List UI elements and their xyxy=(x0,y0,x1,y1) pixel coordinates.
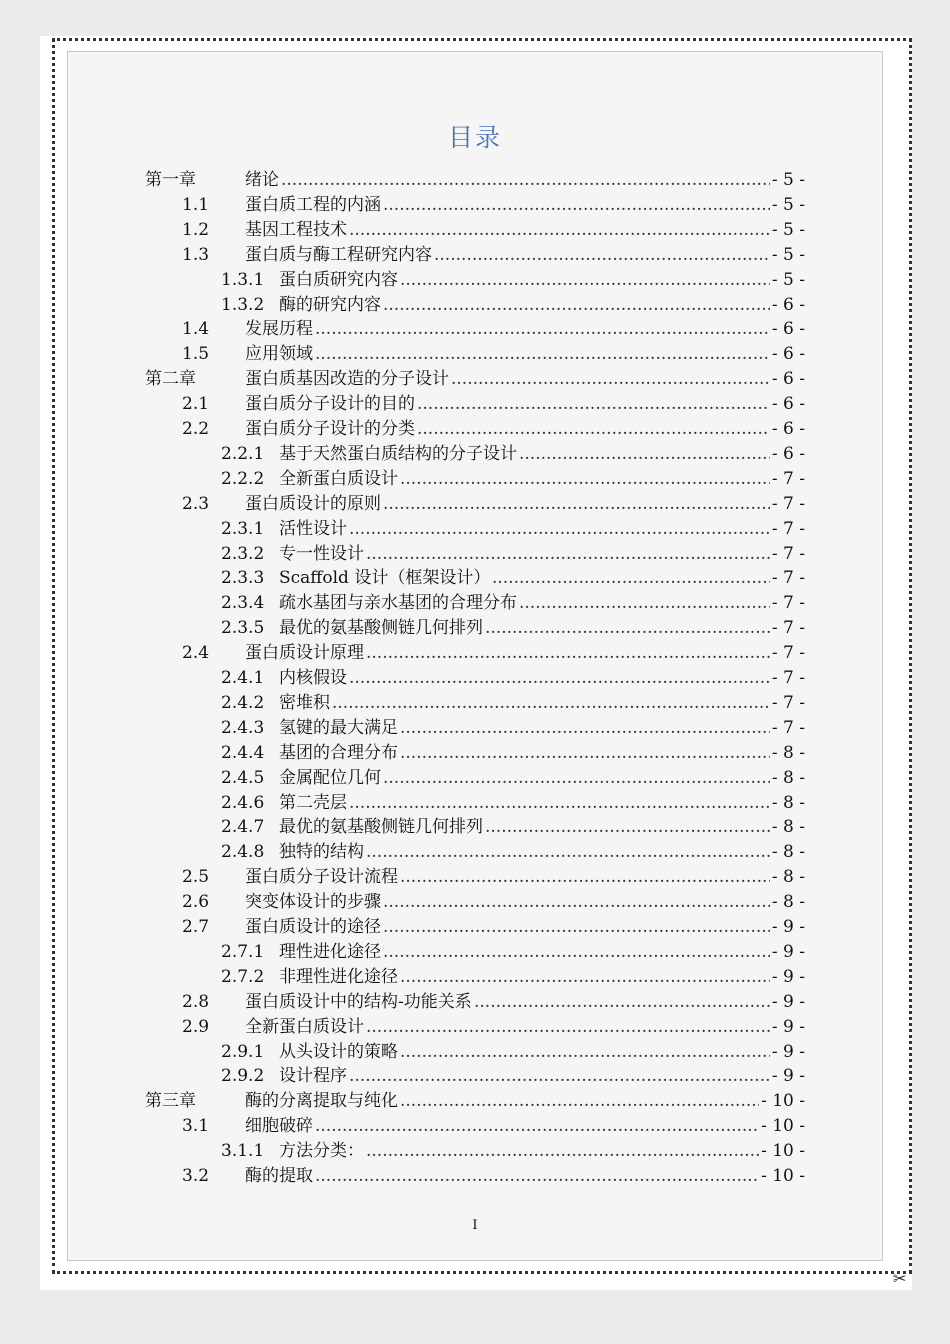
toc-entry[interactable] xyxy=(0,367,950,392)
toc-entry-number: 2.7 xyxy=(182,917,210,937)
toc-entry-page: - 9 - xyxy=(771,941,805,962)
toc-entry-title: 氢键的最大满足 xyxy=(279,717,398,738)
toc-entry-number: 2.9 xyxy=(182,1016,210,1037)
toc-entry-leader-dots xyxy=(400,1040,770,1065)
toc-entry-leader-dots xyxy=(366,542,770,567)
toc-entry-number: 1.1 xyxy=(182,194,210,215)
toc-entry[interactable] xyxy=(0,1164,950,1189)
toc-entry[interactable] xyxy=(0,218,950,243)
toc-entry-leader-dots xyxy=(349,666,770,691)
toc-entry-title: 金属配位几何 xyxy=(279,767,381,788)
toc-entry-title: 细胞破碎 xyxy=(245,1116,313,1137)
toc-entry-leader-dots xyxy=(349,1064,770,1089)
toc-entry-title: 设计程序 xyxy=(279,1066,347,1087)
toc-entry-leader-dots xyxy=(417,392,770,417)
toc-entry[interactable] xyxy=(0,691,950,716)
toc-entry[interactable] xyxy=(0,666,950,691)
toc-entry-number: 2.4.5 xyxy=(221,767,265,788)
toc-entry[interactable] xyxy=(0,1015,950,1040)
toc-entry-number: 2.9.1 xyxy=(221,1041,265,1062)
toc-entry-title: 全新蛋白质设计 xyxy=(245,1016,364,1037)
toc-entry[interactable] xyxy=(0,467,950,492)
toc-entry-title: 蛋白质与酶工程研究内容 xyxy=(245,244,432,265)
toc-entry-page: - 7 - xyxy=(771,643,805,664)
toc-entry-number: 2.4.1 xyxy=(221,668,265,688)
toc-entry-leader-dots xyxy=(332,691,770,716)
toc-entry[interactable] xyxy=(0,915,950,940)
toc-entry-page: - 9 - xyxy=(771,917,805,937)
toc-entry[interactable] xyxy=(0,890,950,915)
toc-entry-page: - 7 - xyxy=(771,543,805,564)
toc-entry-title: 蛋白质基因改造的分子设计 xyxy=(245,369,449,390)
toc-entry-title: 从头设计的策略 xyxy=(279,1041,398,1062)
toc-entry-title: 理性进化途径 xyxy=(279,941,381,962)
toc-entry-page: - 7 - xyxy=(771,518,805,539)
toc-entry-leader-dots xyxy=(366,641,770,666)
toc-entry-page: - 10 - xyxy=(761,1141,805,1162)
toc-entry[interactable] xyxy=(0,641,950,666)
toc-entry[interactable] xyxy=(0,317,950,342)
toc-entry-number: 2.3.4 xyxy=(221,593,265,614)
toc-entry-title: 基因工程技术 xyxy=(245,219,347,240)
toc-title: 目录 xyxy=(447,123,502,152)
toc-entry-leader-dots xyxy=(315,342,770,367)
toc-entry-page: - 8 - xyxy=(771,817,805,838)
toc-entry-page: - 7 - xyxy=(771,692,805,713)
toc-entry-page: - 8 - xyxy=(771,742,805,763)
toc-entry[interactable] xyxy=(0,417,950,442)
toc-entry-title: 蛋白质分子设计的目的 xyxy=(245,394,415,415)
toc-entry-page: - 5 - xyxy=(771,244,805,265)
toc-entry-number: 2.5 xyxy=(182,867,210,888)
toc-entry[interactable] xyxy=(0,1040,950,1065)
toc-entry[interactable] xyxy=(0,791,950,816)
toc-entry-title: 全新蛋白质设计 xyxy=(279,468,398,489)
toc-entry-page: - 10 - xyxy=(761,1166,805,1186)
toc-entry-number: 2.3.3 xyxy=(221,568,265,589)
toc-entry-title: 基于天然蛋白质结构的分子设计 xyxy=(279,443,517,464)
toc-entry-leader-dots xyxy=(485,616,770,641)
toc-entry-leader-dots xyxy=(315,1114,759,1139)
toc-entry-number: 2.3.5 xyxy=(221,618,265,639)
toc-entry-title: 蛋白质研究内容 xyxy=(279,269,398,290)
toc-entry-title: 蛋白质设计原理 xyxy=(245,643,364,664)
toc-entry-number: 2.1 xyxy=(182,394,210,415)
toc-entry-page: - 6 - xyxy=(771,394,805,415)
toc-entry-page: - 6 - xyxy=(771,344,805,365)
toc-entry-number: 1.3.1 xyxy=(221,269,265,290)
toc-entry-leader-dots xyxy=(383,492,770,517)
toc-entry-page: - 6 - xyxy=(771,419,805,439)
toc-entry-page: - 7 - xyxy=(771,618,805,639)
toc-entry-leader-dots xyxy=(400,467,770,492)
toc-entry-leader-dots xyxy=(417,417,770,442)
toc-entry-page: - 6 - xyxy=(771,319,805,340)
toc-entry-leader-dots xyxy=(400,1089,759,1114)
toc-entry-title: 疏水基团与亲水基团的合理分布 xyxy=(279,593,517,614)
toc-entry[interactable] xyxy=(0,168,950,193)
toc-entry-title: 基团的合理分布 xyxy=(279,742,398,763)
toc-entry-page: - 10 - xyxy=(761,1091,805,1112)
toc-entry-leader-dots xyxy=(281,168,770,193)
toc-entry-title: 发展历程 xyxy=(245,319,313,340)
toc-entry-page: - 7 - xyxy=(771,593,805,614)
toc-entry-page: - 5 - xyxy=(771,269,805,290)
toc-entry-number: 3.1.1 xyxy=(221,1141,265,1162)
toc-entry[interactable] xyxy=(0,243,950,268)
toc-entry[interactable] xyxy=(0,517,950,542)
toc-entry-page: - 8 - xyxy=(771,892,805,913)
toc-entry-page: - 5 - xyxy=(771,194,805,215)
toc-entry-title: 活性设计 xyxy=(279,518,347,539)
toc-entry[interactable] xyxy=(0,392,950,417)
toc-entry[interactable] xyxy=(0,1064,950,1089)
toc-entry-leader-dots xyxy=(349,218,770,243)
toc-entry-title: Scaffold 设计（框架设计） xyxy=(279,568,491,589)
toc-entry[interactable] xyxy=(0,940,950,965)
toc-entry-leader-dots xyxy=(349,791,770,816)
toc-entry[interactable] xyxy=(0,741,950,766)
toc-entry-number: 2.4.7 xyxy=(221,817,265,838)
toc-entry[interactable] xyxy=(0,1114,950,1139)
toc-entry[interactable] xyxy=(0,990,950,1015)
toc-entry-leader-dots xyxy=(383,940,770,965)
toc-entry-number: 1.4 xyxy=(182,319,210,340)
toc-entry[interactable] xyxy=(0,442,950,467)
toc-entry-number: 2.7.2 xyxy=(221,966,265,987)
toc-entry[interactable] xyxy=(0,342,950,367)
toc-entry-number: 1.2 xyxy=(182,219,210,240)
page-number-footer: I xyxy=(472,1218,478,1233)
toc-entry-page: - 9 - xyxy=(771,1016,805,1037)
toc-entry-leader-dots xyxy=(400,865,770,890)
toc-entry-page: - 7 - xyxy=(771,493,805,514)
toc-entry-title: 密堆积 xyxy=(279,692,330,713)
toc-entry[interactable] xyxy=(0,965,950,990)
toc-entry-leader-dots xyxy=(492,566,770,591)
toc-entry[interactable] xyxy=(0,193,950,218)
toc-entry-leader-dots xyxy=(383,915,770,940)
toc-entry-title: 最优的氨基酸侧链几何排列 xyxy=(279,817,483,838)
toc-entry-page: - 8 - xyxy=(771,792,805,813)
toc-entry-number: 2.4.8 xyxy=(221,842,265,863)
toc-entry-leader-dots xyxy=(366,1015,770,1040)
toc-entry-page: - 6 - xyxy=(771,294,805,315)
toc-entry[interactable] xyxy=(0,766,950,791)
toc-entry-leader-dots xyxy=(400,965,770,990)
toc-entry[interactable] xyxy=(0,1139,950,1164)
toc-entry-page: - 7 - xyxy=(771,668,805,688)
toc-entry-page: - 8 - xyxy=(771,767,805,788)
toc-entry-title: 蛋白质分子设计流程 xyxy=(245,867,398,888)
toc-entry-number: 2.7.1 xyxy=(221,941,265,962)
toc-entry-page: - 9 - xyxy=(771,991,805,1012)
toc-entry-title: 专一性设计 xyxy=(279,543,364,564)
toc-entry-leader-dots xyxy=(451,367,770,392)
toc-entry[interactable] xyxy=(0,865,950,890)
toc-entry-number: 1.3.2 xyxy=(221,294,265,315)
toc-entry-leader-dots xyxy=(434,243,770,268)
toc-entry-title: 第二壳层 xyxy=(279,792,347,813)
toc-entry-number: 3.1 xyxy=(182,1116,210,1137)
toc-entry-leader-dots xyxy=(485,815,770,840)
toc-entry-page: - 8 - xyxy=(771,867,805,888)
toc-entry[interactable] xyxy=(0,1089,950,1114)
toc-entry-leader-dots xyxy=(349,517,770,542)
toc-entry-leader-dots xyxy=(315,1164,759,1189)
toc-entry-number: 2.2.2 xyxy=(221,468,265,489)
toc-entry-page: - 6 - xyxy=(771,443,805,464)
toc-entry-number: 2.4.6 xyxy=(221,792,265,813)
toc-entry-leader-dots xyxy=(383,766,770,791)
toc-entry-title: 最优的氨基酸侧链几何排列 xyxy=(279,618,483,639)
toc-entry-page: - 7 - xyxy=(771,717,805,738)
toc-entry-page: - 6 - xyxy=(771,369,805,390)
toc-entry[interactable] xyxy=(0,293,950,318)
toc-entry-page: - 7 - xyxy=(771,568,805,589)
toc-entry-title: 独特的结构 xyxy=(279,842,364,863)
toc-entry[interactable] xyxy=(0,716,950,741)
scissor-icon: ✂ xyxy=(893,1269,907,1288)
toc-entry-number: 2.2.1 xyxy=(221,443,265,464)
toc-entry[interactable] xyxy=(0,268,950,293)
toc-entry-number: 第二章 xyxy=(145,369,196,390)
toc-entry-title: 非理性进化途径 xyxy=(279,966,398,987)
toc-entry-number: 2.3.2 xyxy=(221,543,265,564)
toc-entry-number: 2.3.1 xyxy=(221,518,265,539)
toc-entry-number: 第三章 xyxy=(145,1091,196,1112)
toc-entry-number: 3.2 xyxy=(182,1166,210,1186)
toc-entry-leader-dots xyxy=(366,840,770,865)
toc-entry-leader-dots xyxy=(400,268,770,293)
toc-entry-page: - 9 - xyxy=(771,966,805,987)
toc-entry[interactable] xyxy=(0,840,950,865)
toc-entry-number: 2.6 xyxy=(182,892,210,913)
toc-entry-title: 应用领域 xyxy=(245,344,313,365)
toc-entry-title: 内核假设 xyxy=(279,668,347,688)
toc-entry-number: 2.4.4 xyxy=(221,742,265,763)
toc-entry-leader-dots xyxy=(383,293,770,318)
toc-entry-title: 酶的分离提取与纯化 xyxy=(245,1091,398,1112)
toc-entry-leader-dots xyxy=(315,317,770,342)
toc-entry-title: 蛋白质设计中的结构-功能关系 xyxy=(245,991,472,1012)
toc-entry-page: - 5 - xyxy=(771,219,805,240)
toc-entry-title: 酶的提取 xyxy=(245,1166,313,1186)
toc-entry-leader-dots xyxy=(400,716,770,741)
toc-entry-number: 第一章 xyxy=(145,170,196,190)
toc-entry[interactable] xyxy=(0,815,950,840)
toc-entry-number: 2.4.2 xyxy=(221,692,265,713)
toc-entry[interactable] xyxy=(0,591,950,616)
toc-entry-leader-dots xyxy=(400,741,770,766)
toc-entry-title: 蛋白质设计的途径 xyxy=(245,917,381,937)
toc-entry-leader-dots xyxy=(519,442,770,467)
toc-entry-leader-dots xyxy=(383,193,770,218)
toc-entry-page: - 8 - xyxy=(771,842,805,863)
toc-entry-title: 蛋白质分子设计的分类 xyxy=(245,419,415,439)
toc-entry[interactable] xyxy=(0,492,950,517)
toc-entry-leader-dots xyxy=(383,890,770,915)
toc-entry-number: 2.8 xyxy=(182,991,210,1012)
toc-entry-page: - 10 - xyxy=(761,1116,805,1137)
toc-entry-page: - 5 - xyxy=(771,170,805,190)
toc-entry[interactable] xyxy=(0,566,950,591)
toc-entry-number: 2.9.2 xyxy=(221,1066,265,1087)
toc-entry-number: 1.3 xyxy=(182,244,210,265)
toc-entry-number: 1.5 xyxy=(182,344,210,365)
toc-entry-number: 2.3 xyxy=(182,493,210,514)
toc-entry-title: 方法分类： xyxy=(279,1141,364,1162)
toc-entry[interactable] xyxy=(0,542,950,567)
toc-entry-leader-dots xyxy=(366,1139,759,1164)
toc-entry-page: - 7 - xyxy=(771,468,805,489)
toc-entry-title: 蛋白质设计的原则 xyxy=(245,493,381,514)
toc-entry-title: 绪论 xyxy=(245,170,279,190)
toc-entry-title: 蛋白质工程的内涵 xyxy=(245,194,381,215)
toc-entry-number: 2.4.3 xyxy=(221,717,265,738)
toc-entry-leader-dots xyxy=(519,591,770,616)
toc-entry-page: - 9 - xyxy=(771,1041,805,1062)
toc-entry-title: 酶的研究内容 xyxy=(279,294,381,315)
toc-entry-page: - 9 - xyxy=(771,1066,805,1087)
toc-entry-leader-dots xyxy=(474,990,770,1015)
toc-entry[interactable] xyxy=(0,616,950,641)
table-of-contents xyxy=(0,168,950,1188)
toc-entry-number: 2.4 xyxy=(182,643,210,664)
toc-entry-number: 2.2 xyxy=(182,419,210,439)
toc-entry-title: 突变体设计的步骤 xyxy=(245,892,381,913)
